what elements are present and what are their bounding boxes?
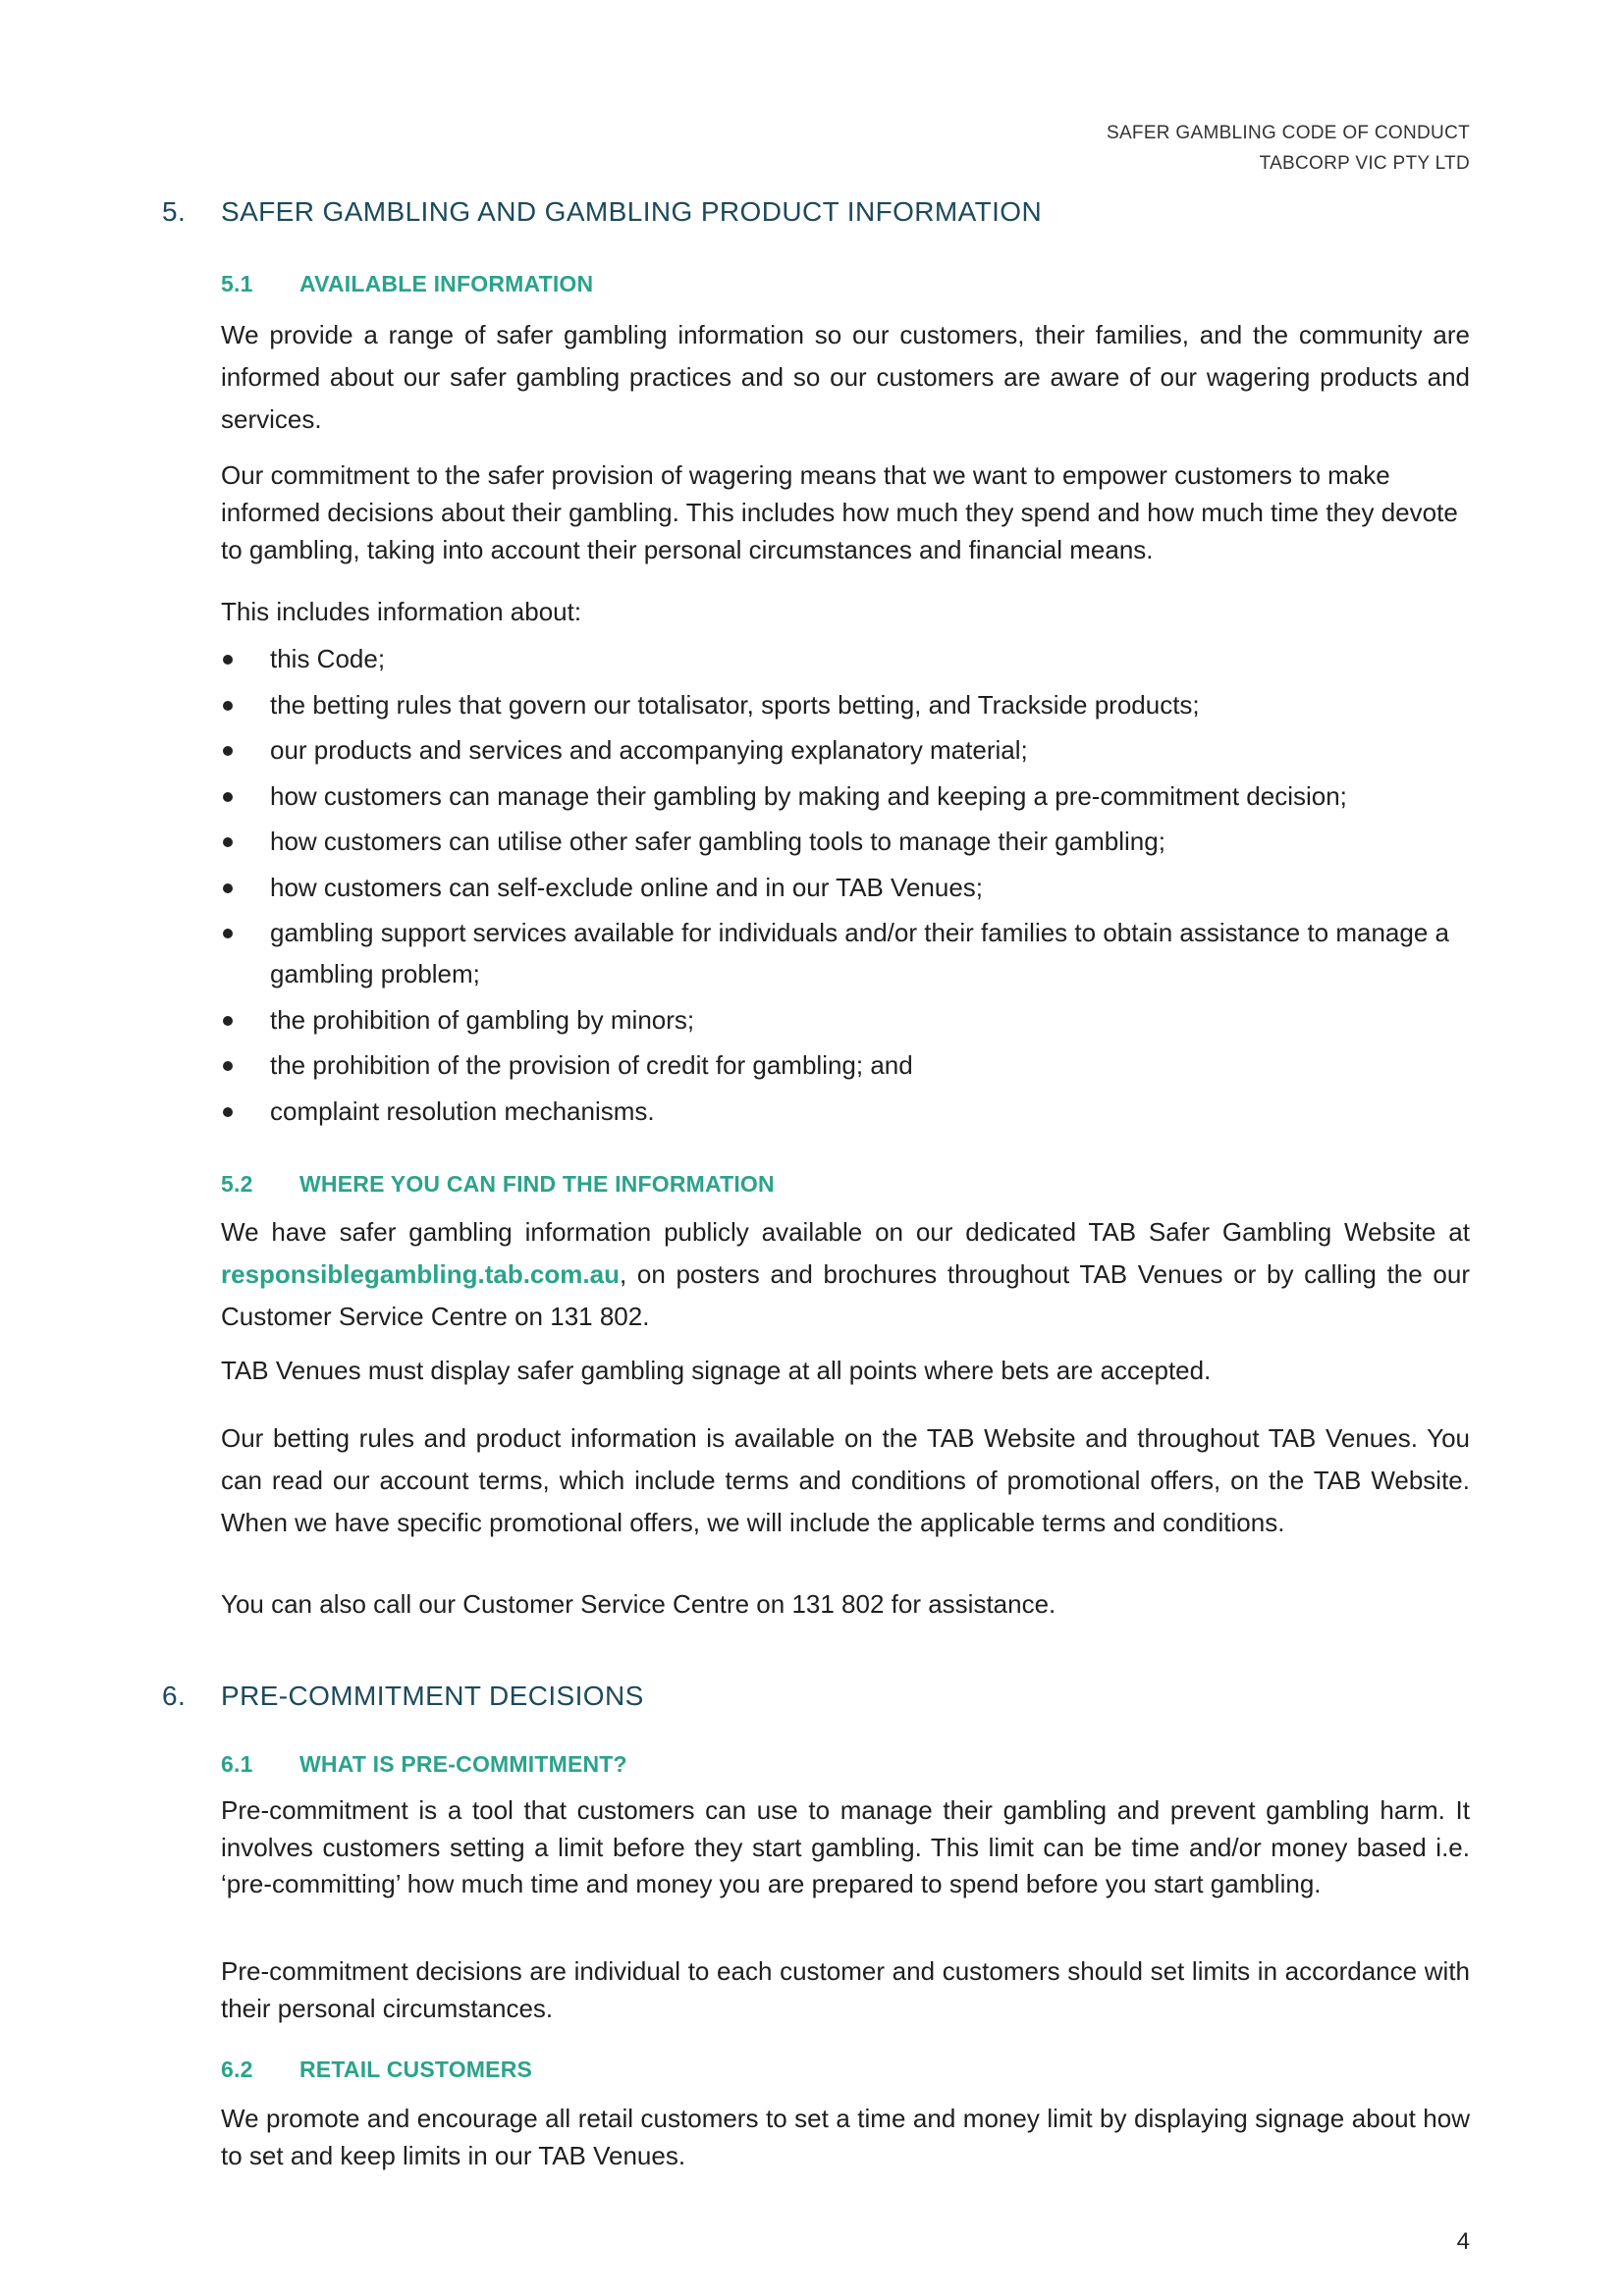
subsection-number: 5.2: [221, 1171, 253, 1197]
list-item: our products and services and accompanying explanatory material;: [221, 729, 1470, 771]
bullet-icon: [223, 1016, 233, 1026]
section-5-heading: [162, 196, 1042, 228]
list-item: how customers can manage their gambling by making and keeping a pre-commitment decision;: [221, 775, 1470, 817]
bullet-icon: [223, 746, 233, 756]
bullet-icon: [223, 837, 233, 847]
subsection-title: AVAILABLE INFORMATION: [299, 271, 594, 296]
paragraph: We provide a range of safer gambling information so our customers, their families, and the community are informed about our safer gambling practices and so our customers are aware of our wagering products and services.: [221, 320, 1470, 434]
subsection-5-1-heading: [221, 271, 593, 297]
list-item: how customers can utilise other safer gambling tools to manage their gambling;: [221, 821, 1470, 862]
section-number: 5.: [162, 196, 187, 227]
paragraph: We promote and encourage all retail customers to set a time and money limit by displaying signage about how to set and keep limits in our TAB Venues.: [221, 2104, 1470, 2170]
paragraph: You can also call our Customer Service Centre on 131 802 for assistance.: [221, 1589, 1056, 1619]
list-item: how customers can self-exclude online and in our TAB Venues;: [221, 867, 1470, 908]
information-list: [221, 638, 1470, 1136]
subsection-number: 6.2: [221, 2056, 253, 2082]
paragraph: TAB Venues must display safer gambling signage at all points where bets are accepted.: [221, 1356, 1212, 1385]
section-title: SAFER GAMBLING AND GAMBLING PRODUCT INFORMATION: [221, 196, 1043, 227]
bullet-icon: [223, 929, 233, 938]
paragraph: Our commitment to the safer provision of wagering means that we want to empower customers to make informed decisions about their gambling. This includes how much they spend and how much time they devote to gambling, taking into account their personal circumstances and financial means.: [221, 460, 1458, 564]
safer-gambling-website-link[interactable]: responsiblegambling.tab.com.au: [221, 1259, 620, 1289]
header-title: SAFER GAMBLING CODE OF CONDUCT: [1106, 123, 1470, 143]
list-item: the prohibition of gambling by minors;: [221, 999, 1470, 1041]
bullet-icon: [223, 792, 233, 802]
subsection-title: RETAIL CUSTOMERS: [299, 2056, 533, 2082]
list-item: gambling support services available for individuals and/or their families to obtain assistance to manage a gambling problem;: [221, 912, 1470, 994]
paragraph: Pre-commitment is a tool that customers can use to manage their gambling and prevent gambling harm. It involves customers setting a limit before they start gambling. This limit can be time and/or money based i.e. ‘pre-committing’ how much time and money you are prepared to spend before you start gambling.: [221, 1795, 1470, 1898]
section-6-heading: [162, 1681, 644, 1712]
paragraph: This includes information about:: [221, 597, 582, 626]
paragraph: Our betting rules and product information is available on the TAB Website and throughout TAB Venues. You can read our account terms, which include terms and conditions of promotional offers, on the TAB Website. When we have specific promotional offers, we will include the applicable terms and conditions.: [221, 1423, 1470, 1537]
section-title: PRE-COMMITMENT DECISIONS: [221, 1681, 644, 1711]
subsection-title: WHERE YOU CAN FIND THE INFORMATION: [299, 1171, 775, 1197]
section-number: 6.: [162, 1681, 187, 1711]
list-item: the prohibition of the provision of credit for gambling; and: [221, 1044, 1470, 1086]
subsection-6-1-heading: [221, 1751, 627, 1778]
bullet-icon: [223, 1107, 233, 1117]
running-header: [1107, 118, 1470, 179]
header-company: TABCORP VIC PTY LTD: [1259, 153, 1470, 174]
list-item: complaint resolution mechanisms.: [221, 1091, 1470, 1132]
bullet-icon: [223, 883, 233, 893]
bullet-icon: [223, 701, 233, 711]
subsection-5-2-heading: [221, 1171, 775, 1198]
paragraph: Pre-commitment decisions are individual to each customer and customers should set limits in accordance with their personal circumstances.: [221, 1956, 1470, 2023]
page-number: 4: [1456, 2228, 1470, 2255]
bullet-icon: [223, 655, 233, 665]
list-item: the betting rules that govern our totalisator, sports betting, and Trackside products;: [221, 684, 1470, 725]
bullet-icon: [223, 1061, 233, 1071]
subsection-6-2-heading: [221, 2056, 532, 2083]
list-item: this Code;: [221, 638, 1470, 679]
subsection-title: WHAT IS PRE-COMMITMENT?: [299, 1751, 627, 1777]
paragraph: We have safer gambling information publicly available on our dedicated TAB Safer Gambling Website at responsiblegambling.tab.com.au, on posters and brochures throughout TAB Venues or by calling the our Customer Service Centre on 131 802.: [221, 1217, 1470, 1331]
subsection-number: 6.1: [221, 1751, 253, 1777]
subsection-number: 5.1: [221, 271, 253, 296]
